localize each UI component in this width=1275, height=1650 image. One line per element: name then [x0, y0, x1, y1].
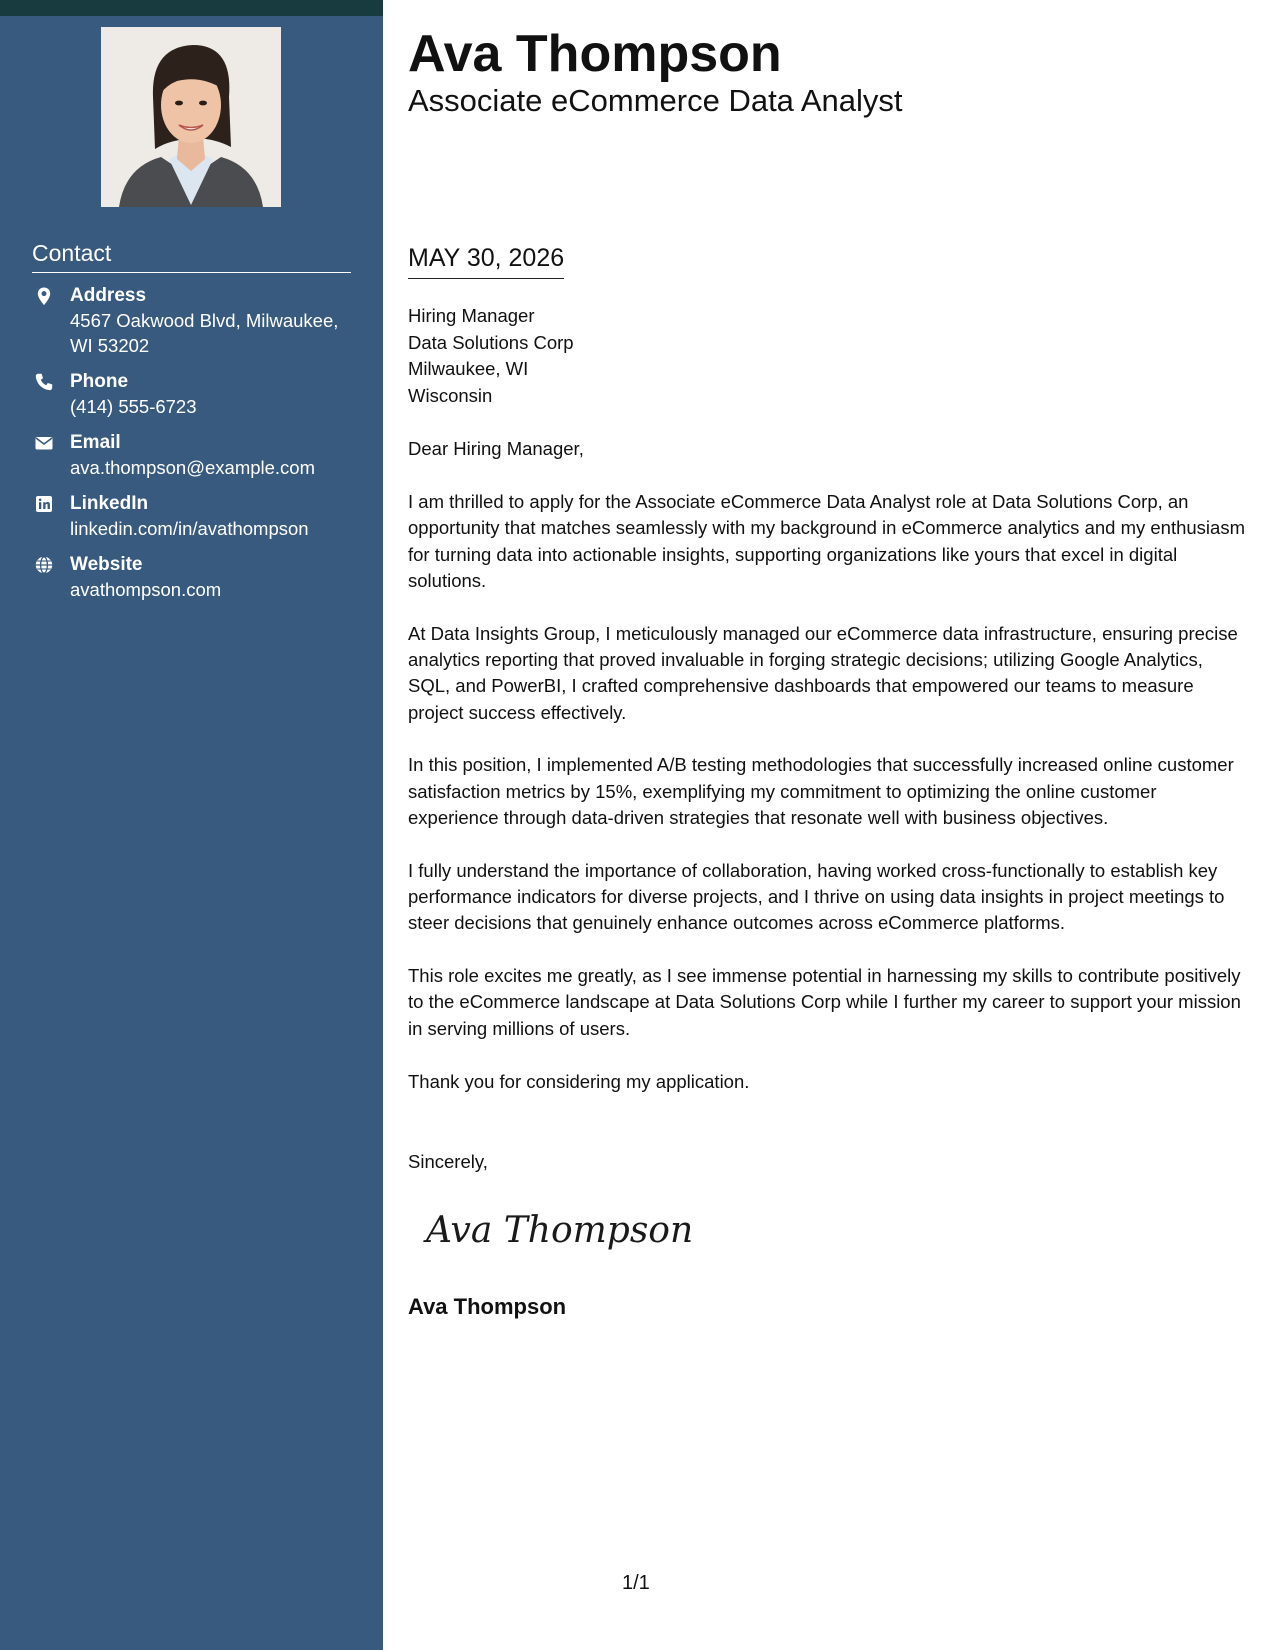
contact-heading: Contact: [32, 238, 351, 273]
contact-label-address: Address: [70, 285, 147, 306]
contact-label-email: Email: [70, 432, 121, 453]
contact-label-phone: Phone: [70, 371, 129, 392]
recipient-block: [408, 303, 574, 409]
contact-label-linkedin: LinkedIn: [70, 493, 149, 514]
letter-paragraph: At Data Insights Group, I meticulously managed our eCommerce data infrastructure, ensuring precise analytics reporting that proved invaluable in forging strategic decisions; utilizing Google Analytics, SQL, and PowerBI, I crafted comprehensive dashboards that empowered our teams to measure project success effectively.: [408, 622, 1238, 723]
letter-greeting: Dear Hiring Manager,: [408, 438, 584, 459]
contact-value-linkedin[interactable]: linkedin.com/in/avathompson: [70, 518, 309, 539]
letter-paragraph: Thank you for considering my application.: [408, 1070, 750, 1092]
linkedin-icon: [34, 494, 54, 514]
avatar-photo: [101, 27, 281, 207]
recipient-line: Milwaukee, WI: [408, 358, 529, 379]
contact-value-address-line-2: WI 53202: [70, 335, 150, 356]
contact-value-phone[interactable]: (414) 555-6723: [70, 396, 197, 417]
globe-icon: [34, 555, 54, 575]
letter-date: MAY 30, 2026: [408, 243, 564, 279]
letter-paragraph: In this position, I implemented A/B testing methodologies that successfully increased online customer satisfaction metrics by 15%, exemplifying my commitment to optimizing the online customer experience through data-driven strategies that resonate well with business objectives.: [408, 754, 1234, 828]
handwritten-signature: [422, 1200, 694, 1260]
applicant-title: Associate eCommerce Data Analyst: [408, 83, 903, 118]
contact-value-address-line-1: 4567 Oakwood Blvd, Milwaukee,: [70, 310, 339, 331]
contact-item-linkedin: [32, 492, 352, 541]
sidebar-top-bar: [0, 0, 383, 16]
signature-text: Ava Thompson: [426, 1210, 694, 1251]
letter-paragraph: I fully understand the importance of collaboration, having worked cross-functionally to establish key performance indicators for diverse projects, and I thrive on using data insights in project meetings to steer decisions that genuinely enhance outcomes across eCommerce platforms.: [408, 859, 1225, 934]
recipient-line: Data Solutions Corp: [408, 331, 574, 353]
contact-item-phone: [32, 370, 352, 419]
contact-item-website: [32, 553, 352, 602]
contact-label-website: Website: [70, 554, 143, 575]
applicant-name: Ava Thompson: [408, 25, 782, 83]
phone-icon: [34, 372, 54, 392]
envelope-icon: [34, 433, 54, 453]
contact-item-address: [32, 284, 352, 358]
letter-paragraph: I am thrilled to apply for the Associate eCommerce Data Analyst role at Data Solutions Corp, an opportunity that matches seamlessly with my background in eCommerce analytics and my enthusiasm for turning data into actionable insights, supporting organizations like yours that excel in digital solutions.: [408, 491, 1245, 591]
letter-closing: Sincerely,: [408, 1151, 488, 1172]
contact-list: [32, 284, 352, 614]
contact-value-website[interactable]: avathompson.com: [70, 579, 222, 600]
recipient-line: Wisconsin: [408, 384, 493, 406]
sidebar: [0, 0, 383, 1650]
avatar: [101, 27, 281, 207]
page-number: 1/1: [622, 1572, 650, 1594]
location-pin-icon: [34, 286, 54, 306]
letter-paragraph: This role excites me greatly, as I see immense potential in harnessing my skills to contribute positively to the eCommerce landscape at Data Solutions Corp while I further my career to support your mission in serving millions of users.: [408, 965, 1241, 1039]
contact-item-email: [32, 431, 352, 480]
signed-name: Ava Thompson: [408, 1294, 567, 1319]
contact-value-email[interactable]: ava.thompson@example.com: [70, 457, 316, 478]
letter-body: [408, 489, 1250, 1121]
recipient-line: Hiring Manager: [408, 305, 535, 326]
